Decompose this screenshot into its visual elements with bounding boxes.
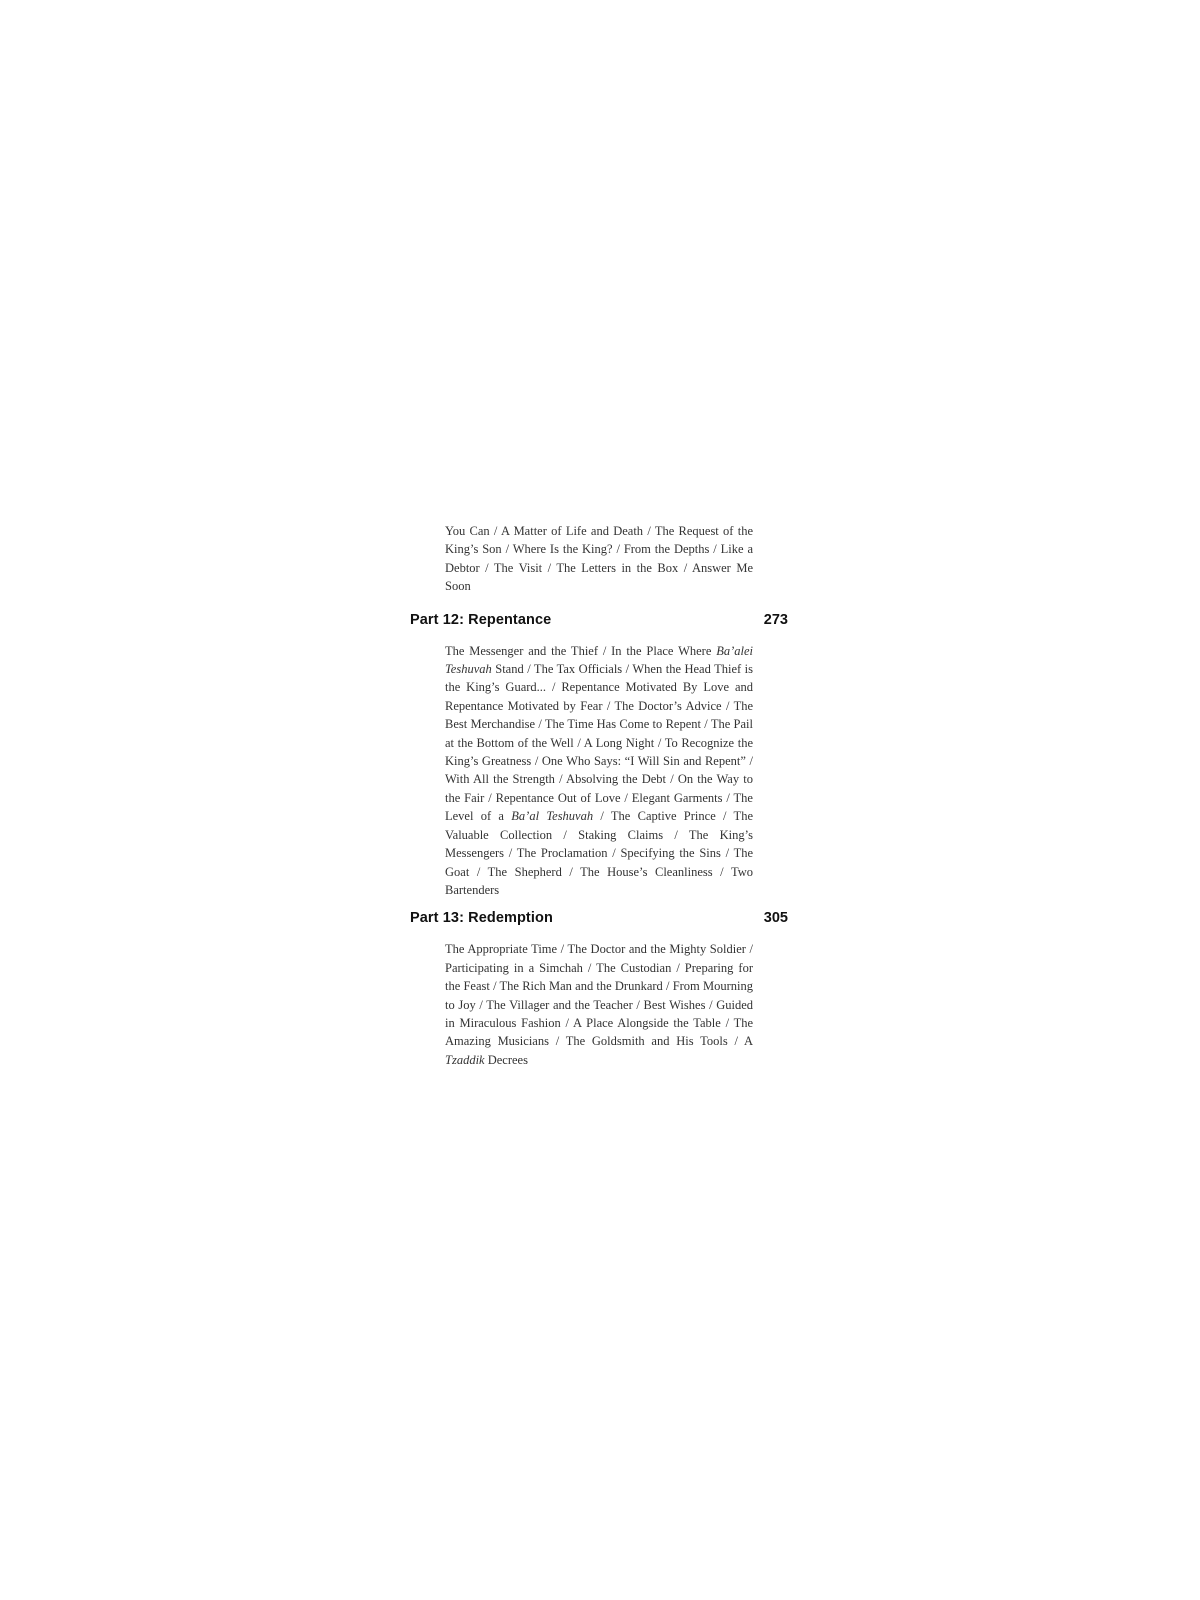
entry-text-italic: Ba’al Teshuvah: [511, 809, 594, 824]
entry-text: Stand / The Tax Officials / When the Head Thief is the King’s Guard... / Repentance Motivated By Love and Repentance Motivated by Fear / The Doctor’s Advice / The Best Merchandise / The Time Has Come to Repent / The Pail at the Bottom of the Well / A Long Night / To Recognize the King’s Greatness / One Who Says: “I Will Sin and Repent” / With All the Strength / Absolving the Debt / On the Way to the Fair / Repentance Out of Love / Elegant Garments / The Level of a: [445, 662, 753, 824]
page-number: 273: [763, 611, 788, 628]
part-13-entries: [445, 940, 753, 1069]
entry-text: Decrees: [484, 1052, 528, 1067]
entry-text: The Messenger and the Thief / In the Place Where: [445, 643, 717, 658]
entry-text: The Appropriate Time / The Doctor and the Mighty Soldier / Participating in a Simchah / The Custodian / Preparing for the Feast / The Rich Man and the Drunkard / From Mourning to Joy / The Villager and the Teacher / Best Wishes / Guided in Miraculous Fashion / A Place Alongside the Table / The Amazing Musicians / The Goldsmith and His Tools / A: [445, 942, 753, 1049]
part-title: Part 12: Repentance: [410, 611, 552, 628]
page-number: 305: [763, 910, 788, 927]
part-11-entries-continued: You Can / A Matter of Life and Death / The Request of the King’s Son / Where Is the King? / From the Depths / Like a Debtor / The Visit / The Letters in the Box / Answer Me Soon: [445, 524, 753, 594]
part-title: Part 13: Redemption: [410, 910, 553, 927]
part-13-heading: [410, 910, 788, 926]
part-12-heading: [410, 612, 788, 628]
entry-text-italic: Tzaddik: [445, 1052, 485, 1067]
part-12-entries: [445, 642, 753, 900]
table-of-contents: [410, 522, 790, 1069]
entry-text: / The Captive Prince / The Valuable Collection / Staking Claims / The King’s Messengers / The Proclamation / Specifying the Sins / The Goat / The Shepherd / The House’s Cleanliness / Two Bartenders: [445, 809, 753, 897]
entry-text-italic: Ba’alei Teshuvah: [445, 643, 753, 677]
